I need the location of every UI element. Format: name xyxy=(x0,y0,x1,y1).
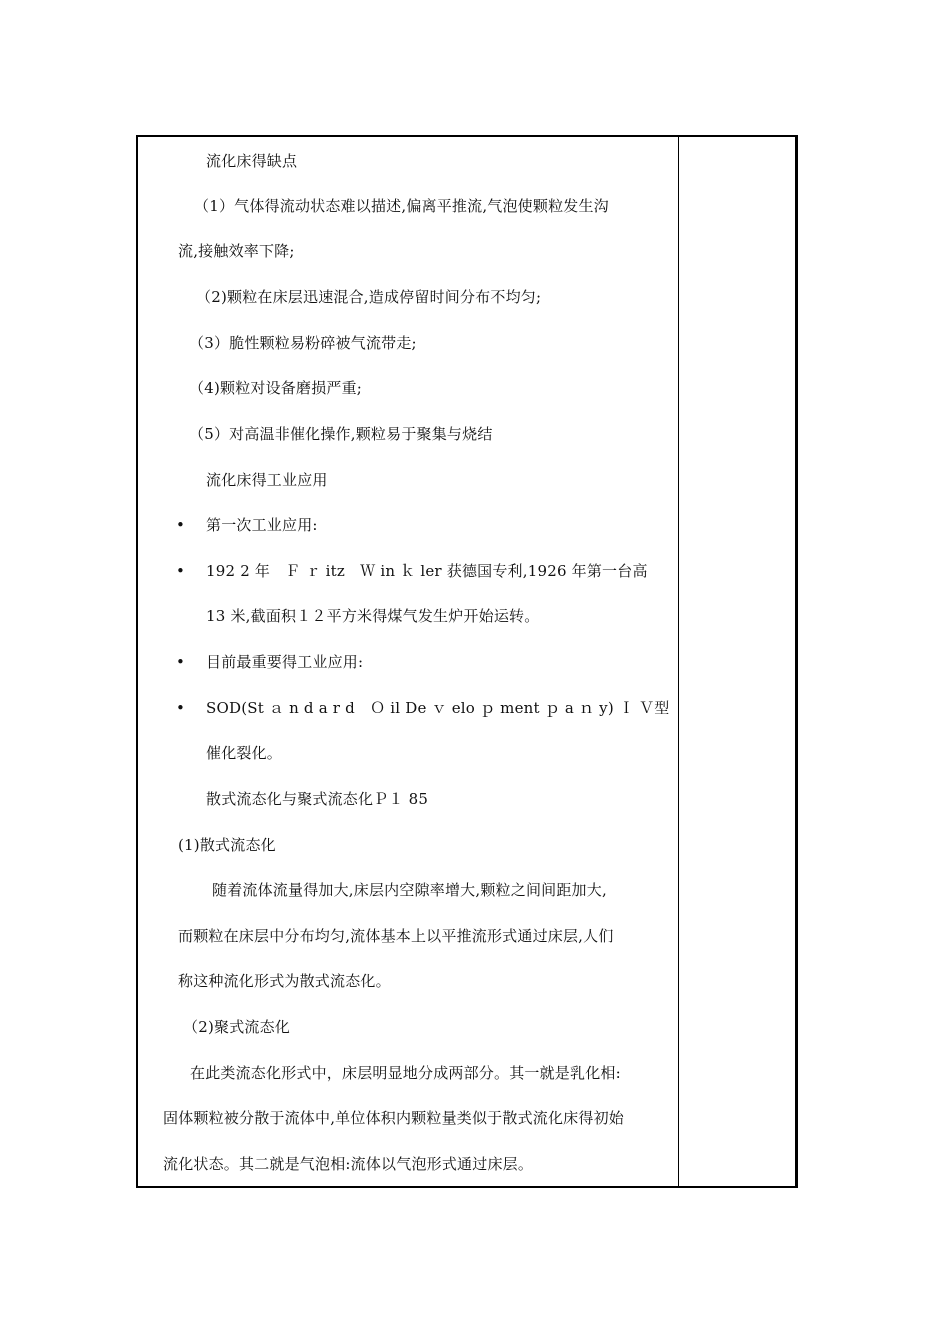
drawback-3: （3）脆性颗粒易粉碎被气流带走; xyxy=(189,334,417,352)
bullet-marker: • xyxy=(176,699,185,717)
aggregative-para-2: 固体颗粒被分散于流体中,单位体积内颗粒量类似于散式流化床得初始 xyxy=(163,1109,624,1127)
bullet-first-application: 第一次工业应用: xyxy=(206,516,318,534)
bullet-marker: • xyxy=(176,653,185,671)
bullet-sod-cont: 催化裂化。 xyxy=(206,744,283,762)
bullet-marker: • xyxy=(176,562,185,580)
content-cell xyxy=(138,137,678,1186)
particulate-para-1: 随着流体流量得加大,床层内空隙率增大,颗粒之间间距加大, xyxy=(212,881,607,899)
bullet-marker: • xyxy=(176,516,185,534)
aggregative-para-3: 流化状态。其二就是气泡相:流体以气泡形式通过床层。 xyxy=(163,1155,534,1173)
drawback-4: （4)颗粒对设备磨损严重; xyxy=(189,379,363,397)
subheading-particulate: (1)散式流态化 xyxy=(178,836,276,854)
particulate-para-3: 称这种流化形式为散式流态化。 xyxy=(178,972,391,990)
subheading-aggregative: （2)聚式流态化 xyxy=(183,1018,290,1036)
bullet-sod: SOD(St ａ n d a r d Ｏ il De ｖ elo ｐ ment ｐ a ｎ y) Ｉ Ｖ型 xyxy=(206,699,670,717)
heading-fluidization-types: 散式流态化与聚式流态化Ｐ１ 85 xyxy=(206,790,429,808)
column-divider xyxy=(678,137,679,1186)
drawback-1: （1）气体得流动状态难以描述,偏离平推流,气泡使颗粒发生沟 xyxy=(194,197,609,215)
bullet-current-application: 目前最重要得工业应用: xyxy=(206,653,364,671)
aggregative-para-1: 在此类流态化形式中，床层明显地分成两部分。其一就是乳化相: xyxy=(190,1064,621,1082)
bullet-winkler-cont: 13 米,截面积１２平方米得煤气发生炉开始运转。 xyxy=(206,607,540,625)
particulate-para-2: 而颗粒在床层中分布均匀,流体基本上以平推流形式通过床层,人们 xyxy=(178,927,614,945)
heading-industrial-use: 流化床得工业应用 xyxy=(206,471,328,489)
drawback-5: （5）对高温非催化操作,颗粒易于聚集与烧结 xyxy=(189,425,493,443)
document-table xyxy=(136,135,798,1188)
heading-drawbacks: 流化床得缺点 xyxy=(206,152,298,170)
drawback-1-cont: 流,接触效率下降; xyxy=(178,242,295,260)
bullet-winkler: 192 2 年 Ｆ ｒ itz Ｗ in ｋ ler 获德国专利,1926 年第一台高 xyxy=(206,562,648,580)
drawback-2: （2)颗粒在床层迅速混合,造成停留时间分布不均匀; xyxy=(196,288,542,306)
